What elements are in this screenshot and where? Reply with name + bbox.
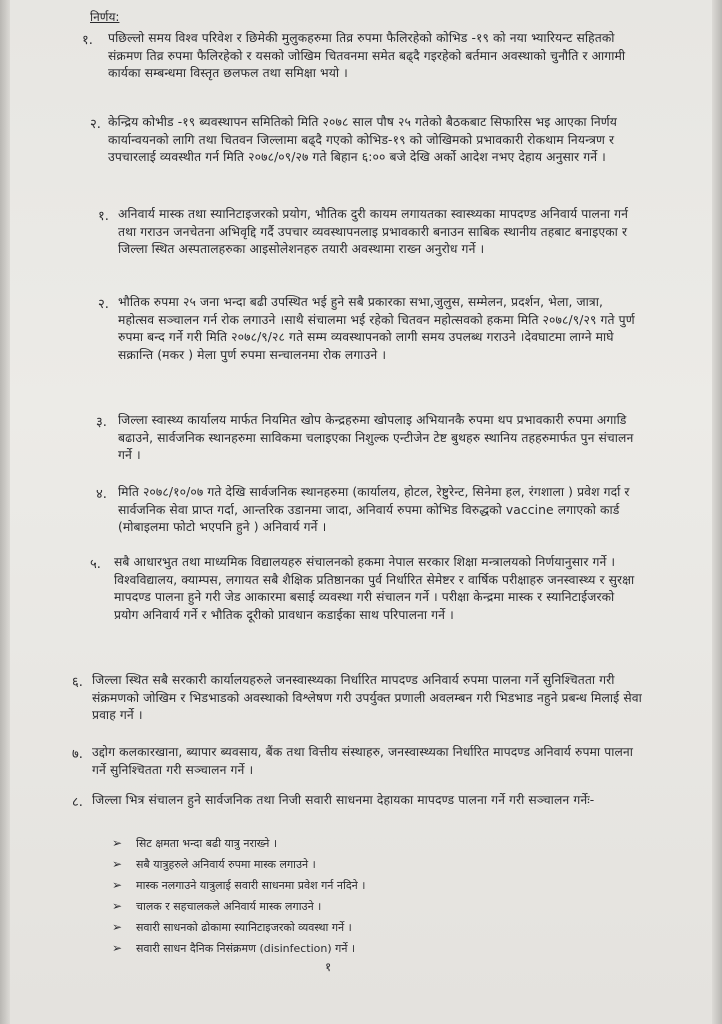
list-item-text: सवारी साधनको ढोकामा स्यानिटाइजरको व्यवस्था गर्ने ।: [136, 921, 352, 934]
arrow-bullet-icon: ➢: [112, 941, 123, 955]
subitem-number: ३.: [96, 415, 107, 430]
page-number: १: [325, 960, 332, 974]
list-item-text: सबै यात्रुहरुले अनिवार्य रुपमा मास्क लगाउने ।: [136, 858, 316, 871]
item-text: केन्द्रिय कोभीड -१९ ब्यवस्थापन समितिको मिति २०७८ साल पौष २५ गतेको बैठकबाट सिफारिस भइ आएका निर्णय कार्यान्वयनको लागि तथा चितवन जिल्लामा बढ्दै गएको कोभिड-१९ को जोखिमको प्रभावकारी रोकथाम नियन्त्रण र उपचारलाई व्यवस्थीत गर्न मिति २०७८/०९/२७ गते बिहान ६:०० बजे देखि अर्को आदेश नभए देहाय अनुसार गर्ने ।: [108, 115, 622, 165]
page-left-edge: [0, 0, 10, 1024]
subitem-text: जिल्ला स्थित सबै सरकारी कार्यालयहरुले जनस्वास्थ्यका निर्धारित मापदण्ड अनिवार्य रुपमा पालना गर्ने सुनिश्चितता गरी संक्रमणको जोखिम र भिडभाडको अवस्थाको विश्लेषण गरी उपर्युक्त प्रणाली अवलम्बन गरी भिडभाड नहुने प्रबन्ध मिलाई सेवा प्रवाह गर्ने ।: [92, 673, 646, 723]
section-heading: निर्णय:: [90, 10, 120, 24]
subitem-number: १.: [98, 209, 109, 224]
list-item: [112, 854, 632, 875]
list-item: [112, 875, 632, 896]
arrow-bullet-icon: ➢: [112, 857, 123, 871]
subitem-text: जिल्ला स्वास्थ्य कार्यालय मार्फत नियमित खोप केन्द्रहरुमा खोपलाइ अभियानकै रुपमा थप प्रभावकारी रुपमा अगाडि बढाउने, सार्वजनिक स्थानहरुमा साविकमा चलाइएका निशुल्क एन्टीजेन टेष्ट बुथहरु स्थानिय तहहरुमार्फत पुन संचालन गर्ने ।: [118, 413, 638, 463]
subitem-number: ८.: [72, 795, 83, 810]
item-text: पछिल्लो समय विश्व परिवेश र छिमेकी मुलुकहरुमा तिव्र रुपमा फैलिरहेको कोभिड -१९ को नया भ्यारियन्ट सहितको संक्रमण तिव्र रुपमा फैलिरहेको र यसको जोखिम चितवनमा समेत बढ्दै गइरहेको बर्तमान अवस्थाको चुनौति र आगामी कार्यका सम्बन्धमा विस्तृत छलफल तथा समिक्षा भयो ।: [108, 31, 630, 81]
subitem-number: ६.: [72, 675, 83, 690]
list-item-text: चालक र सहचालकले अनिवार्य मास्क लगाउने ।: [136, 900, 322, 913]
subitem-number: ४.: [96, 487, 107, 502]
item-number: २.: [90, 117, 101, 132]
subitem-text: जिल्ला भित्र संचालन हुने सार्वजनिक तथा निजी सवारी साधनमा देहायका मापदण्ड पालना गर्ने गरी सञ्चालन गर्नेः-: [92, 793, 595, 807]
arrow-bullet-icon: ➢: [112, 899, 123, 913]
list-item-text: सिट क्षमता भन्दा बढी यात्रु नराख्ने ।: [136, 837, 278, 850]
item-number: १.: [82, 33, 93, 48]
arrow-bullet-icon: ➢: [112, 920, 123, 934]
page-right-edge: [712, 0, 722, 1024]
subitem-text: उद्दोग कलकारखाना, ब्यापार ब्यवसाय, बैंक तथा वित्तीय संस्थाहरु, जनस्वास्थ्यका निर्धारित मापदण्ड अनिवार्य रुपमा पालना गर्ने सुनिश्चितता गरी सञ्चालन गर्ने ।: [92, 745, 638, 777]
list-item-text: मास्क नलगाउने यात्रुलाई सवारी साधनमा प्रवेश गर्न नदिने ।: [136, 879, 366, 892]
subitem-text: सबै आधारभुत तथा माध्यमिक विद्यालयहरु संचालनको हकमा नेपाल सरकार शिक्षा मन्त्रालयको निर्णयानुसार गर्ने ।विश्वविद्यालय, क्याम्पस, लगायत सबै शैक्षिक प्रतिष्ठानका पुर्व निर्धारित सेमेष्टर र वार्षिक परीक्षाहरु जनस्वास्थ्य र सुरक्षा मापदण्ड पालना हुने गरी जेड आकारमा बसाई व्यवस्था गरी संचालन गर्ने । परीक्षा केन्द्रमा मास्क र स्यानिटाईजरको प्रयोग अनिवार्य गर्ने र भौतिक दूरीको प्रावधान कडाईका साथ परिपालना गर्ने ।: [114, 555, 639, 622]
subitem-number: ७.: [72, 747, 83, 762]
subitem-number: २.: [98, 297, 109, 312]
subitem-text: भौतिक रुपमा २५ जना भन्दा बढी उपस्थित भई हुने सबै प्रकारका सभा,जुलुस, सम्मेलन, प्रदर्शन, भेला, जात्रा, महोत्सव सञ्चालन गर्न रोक लगाउने ।साथै संचालमा भई रहेको चितवन महोत्सवको हकमा मिति २०७८/९/२९ गते पुर्ण रुपमा बन्द गर्ने गरी मिति २०७८/९/२८ गते सम्म व्यवस्थापनको लागी समय उपलब्ध गराउने ।देवघाटमा लाग्ने माघे सक्रान्ति (मकर ) मेला पुर्ण रुपमा सन्चालनमा रोक लगाउने ।: [118, 295, 639, 362]
arrow-bullet-icon: ➢: [112, 878, 123, 892]
list-item: [112, 833, 632, 854]
list-item: [112, 938, 632, 959]
list-item-text: सवारी साधन दैनिक निसंक्रमण (disinfection) गर्ने ।: [136, 942, 356, 955]
vehicle-rules-list: [112, 833, 632, 959]
list-item: [112, 896, 632, 917]
subitem-number: ५.: [90, 557, 101, 572]
arrow-bullet-icon: ➢: [112, 836, 123, 850]
subitem-text: मिति २०७८/१०/०७ गते देखि सार्वजनिक स्थानहरुमा (कार्यालय, होटल, रेष्टुरेन्ट, सिनेमा हल, रंगशाला ) प्रवेश गर्दा र सार्वजनिक सेवा प्राप्त गर्दा, आन्तरिक उडानमा जादा, अनिवार्य रुपमा कोभिड विरुद्धको vaccine लगाएको कार्ड (मोबाइलमा फोटो भएपनि हुने ) अनिवार्य गर्ने ।: [118, 485, 634, 535]
list-item: [112, 917, 632, 938]
subitem-text: अनिवार्य मास्क तथा स्यानिटाइजरको प्रयोग, भौतिक दुरी कायम लगायतका स्वास्थ्यका मापदण्ड अनिवार्य पालना गर्न तथा गराउन जनचेतना अभिवृद्दि गर्दै उपचार व्यवस्थापनलाइ प्रभावकारी बनाउन साबिक स्थानीय तहबाट बनाइएका र जिल्ला स्थित अस्पतालहरुका आइसोलेशनहरु तयारी अवस्थामा राख्न अनुरोध गर्ने ।: [118, 207, 633, 257]
